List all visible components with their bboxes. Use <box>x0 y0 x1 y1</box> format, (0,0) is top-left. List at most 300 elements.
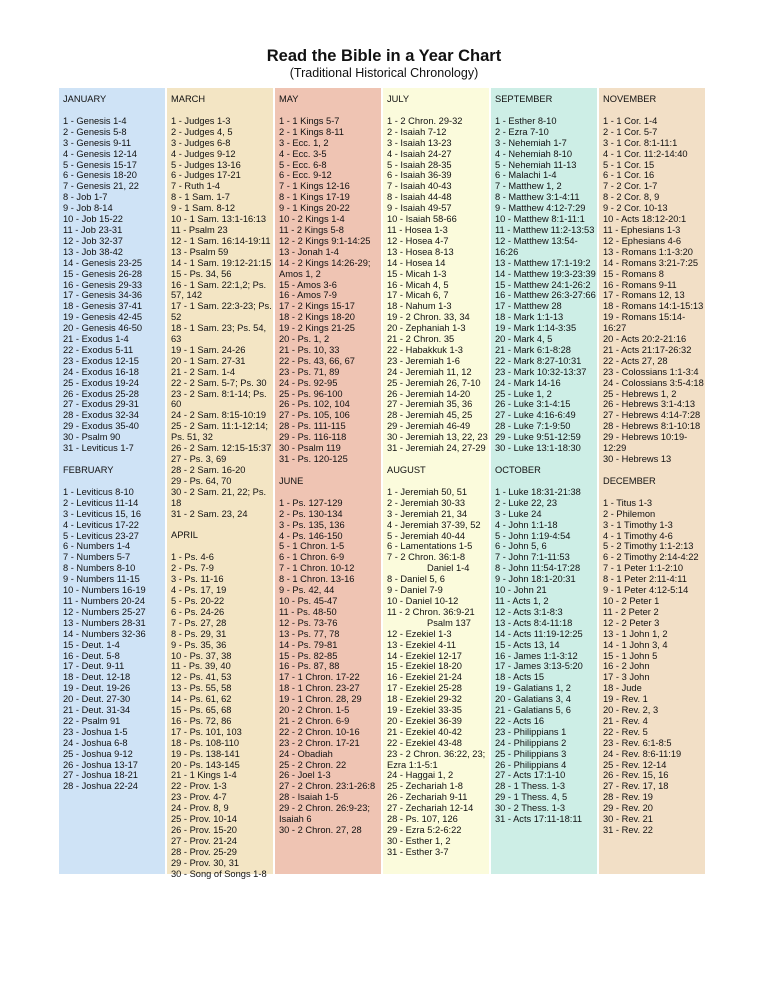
reading-entry: 30 - 2 Thess. 1-3 <box>495 803 566 814</box>
reading-entry: 5 - 2 Timothy 1:1-2:13 <box>603 541 694 552</box>
reading-entry: 18 - 2 Kings 18-20 <box>279 312 355 323</box>
reading-entry: Ps. 51, 32 <box>171 432 213 443</box>
reading-entry: 30 - Hebrews 13 <box>603 454 672 464</box>
reading-entry: 16 - Matthew 26:3-27:66 <box>495 290 596 301</box>
reading-entry: 11 - Matthew 11:2-13:53 <box>495 224 595 235</box>
reading-entry: 14 - Acts 11:19-12:25 <box>495 628 583 639</box>
reading-entry: 20 - Deut. 27-30 <box>63 694 131 705</box>
reading-entry: 19 - 1 Sam. 24-26 <box>171 344 246 355</box>
reading-entry: 3 - Isaiah 13-23 <box>387 137 452 148</box>
reading-entry: 15 - 1 John 5 <box>603 650 658 661</box>
reading-entry: 13 - Jonah 1-4 <box>279 246 339 257</box>
reading-entry: 21 - 2 Sam. 1-4 <box>171 366 236 377</box>
reading-entry: 6 - 1 Cor. 16 <box>603 170 655 181</box>
reading-entry: 19 - Mark 1:14-3:35 <box>495 323 577 334</box>
reading-entry: 29 - 1 Thess. 4, 5 <box>495 792 568 803</box>
month-column-2 <box>167 88 273 879</box>
reading-entry: 26 - Luke 3:1-4:15 <box>495 399 571 410</box>
reading-entry: 29 - Exodus 35-40 <box>63 421 139 432</box>
reading-entry: 13 - Ezekiel 4-11 <box>387 639 457 650</box>
reading-entry: 24 - Philippians 2 <box>495 737 567 748</box>
reading-entry: 18 - Acts 15 <box>495 672 545 683</box>
reading-entry: 29 - Jeremiah 46-49 <box>387 421 471 432</box>
reading-entry: 14 - Ezekiel 12-17 <box>387 650 462 661</box>
reading-entry: 18 - Nahum 1-3 <box>387 301 452 312</box>
month-heading: JANUARY <box>63 94 107 104</box>
reading-entry: 23 - 2 Chron. 17-21 <box>279 737 360 748</box>
month-heading: MARCH <box>171 94 206 104</box>
reading-entry: 22 - Acts 16 <box>495 715 545 726</box>
reading-entry: 28 - Jeremiah 45, 25 <box>387 410 473 421</box>
reading-entry: 22 - Ezekiel 43-48 <box>387 737 462 748</box>
reading-entry: 31 - Rev. 22 <box>603 825 653 835</box>
reading-entry: 2 - Leviticus 11-14 <box>63 497 139 508</box>
reading-entry: 18 - Deut. 12-18 <box>63 672 131 683</box>
reading-entry: 25 - Hebrews 1, 2 <box>603 388 677 399</box>
reading-entry: 11 - Numbers 20-24 <box>63 595 145 606</box>
reading-entry: 17 - Ps. 101, 103 <box>171 726 242 737</box>
reading-entry: 21 - 2 Chron. 6-9 <box>279 715 350 726</box>
reading-entry: 12 - Numbers 25-27 <box>63 606 146 617</box>
reading-entry: 23 - Rev. 6:1-8:5 <box>603 737 672 748</box>
reading-entry: 1 - Titus 1-3 <box>603 497 653 508</box>
reading-entry: 19 - Rev. 1 <box>603 694 648 705</box>
reading-entry: 28 - Joshua 22-24 <box>63 781 138 792</box>
reading-entry: 24 - Joshua 6-8 <box>63 737 128 748</box>
reading-entry: 5 - Ecc. 6-8 <box>279 159 327 170</box>
reading-entry: 22 - Psalm 91 <box>63 715 121 726</box>
reading-entry: 16 - 2 John <box>603 661 650 672</box>
reading-entry: 2 - Luke 22, 23 <box>495 497 558 508</box>
reading-entry: 5 - Isaiah 28-35 <box>387 159 452 170</box>
reading-entry: 20 - Ps. 1, 2 <box>279 334 330 345</box>
reading-entry: 57, 142 <box>171 290 203 301</box>
reading-entry: 2 - Philemon <box>603 508 656 519</box>
reading-entry: 15 - Romans 8 <box>603 268 664 279</box>
reading-entry: 21 - Mark 6:1-8:28 <box>495 344 571 355</box>
reading-entry: 4 - Jeremiah 37-39, 52 <box>387 519 481 530</box>
reading-entry: 21 - Ps. 10, 33 <box>279 344 340 355</box>
reading-entry: 21 - 1 Kings 1-4 <box>171 770 237 781</box>
reading-entry: 23 - Jeremiah 1-6 <box>387 355 460 366</box>
reading-entry: 17 - 1 Sam. 22:3-23; Ps. <box>171 301 272 312</box>
reading-entry: 14 - 1 John 3, 4 <box>603 639 668 650</box>
reading-entry: 22 - 2 Sam. 5-7; Ps. 30 <box>171 377 267 388</box>
reading-entry: 25 - Prov. 10-14 <box>171 814 237 825</box>
reading-entry: 20 - Ezekiel 36-39 <box>387 715 462 726</box>
reading-entry: 11 - 2 Peter 2 <box>603 606 659 617</box>
reading-entry: 25 - Exodus 19-24 <box>63 377 139 388</box>
reading-entry: 30 - 2 Chron. 27, 28 <box>279 825 362 835</box>
reading-entry: 29 - Hebrews 10:19- <box>603 432 688 443</box>
reading-entry: 26 - Prov. 15-20 <box>171 825 237 835</box>
reading-entry: 2 - Isaiah 7-12 <box>387 126 447 137</box>
reading-entry: 18 - Genesis 37-41 <box>63 301 143 312</box>
reading-entry: 26 - Jeremiah 14-20 <box>387 388 471 399</box>
reading-entry: 27 - 2 Chron. 23:1-26:8 <box>279 781 376 792</box>
reading-entry: 28 - Isaiah 1-5 <box>279 792 339 803</box>
reading-entry: 21 - 2 Chron. 35 <box>387 334 455 345</box>
reading-entry: 20 - Rev. 2, 3 <box>603 705 659 716</box>
reading-entry: 28 - Exodus 32-34 <box>63 410 139 421</box>
reading-entry: 22 - Ps. 43, 66, 67 <box>279 355 355 366</box>
reading-entry: 13 - Job 38-42 <box>63 246 123 257</box>
reading-entry: 5 - Ps. 20-22 <box>171 595 225 606</box>
reading-list <box>603 498 705 836</box>
reading-entry: 1 - 1 Cor. 1-4 <box>603 115 658 126</box>
reading-entry: 12 - Hosea 4-7 <box>387 235 449 246</box>
reading-list <box>171 552 273 879</box>
reading-entry: 2 - Ezra 7-10 <box>495 126 549 137</box>
reading-entry: 28 - Prov. 25-29 <box>171 846 237 857</box>
reading-entry: 23 - Philippians 1 <box>495 726 567 737</box>
reading-entry: 6 - Ps. 24-26 <box>171 606 225 617</box>
reading-list <box>387 487 489 858</box>
reading-entry: 11 - 2 Chron. 36:9-21 <box>387 606 475 617</box>
reading-entry: 5 - Leviticus 23-27 <box>63 530 139 541</box>
month-heading: JULY <box>387 94 410 104</box>
reading-entry: 10 - Isaiah 58-66 <box>387 214 457 225</box>
reading-entry: Daniel 1-4 <box>427 563 470 574</box>
reading-entry: 28 - Hebrews 8:1-10:18 <box>603 421 701 432</box>
reading-entry: Isaiah 6 <box>279 814 312 825</box>
reading-entry: 3 - 1 Cor. 8:1-11:1 <box>603 137 678 148</box>
reading-entry: 6 - Genesis 18-20 <box>63 170 137 181</box>
reading-list <box>387 116 489 454</box>
reading-entry: 2 - Ps. 7-9 <box>171 563 214 574</box>
reading-entry: 25 - Joshua 9-12 <box>63 748 133 759</box>
reading-entry: 17 - Genesis 34-36 <box>63 290 143 301</box>
reading-entry: 3 - Ps. 11-16 <box>171 574 224 585</box>
reading-entry: 7 - Isaiah 40-43 <box>387 181 452 192</box>
reading-entry: 6 - 1 Chron. 6-9 <box>279 552 345 563</box>
reading-entry: 8 - 1 Sam. 1-7 <box>171 192 230 203</box>
reading-entry: 21 - Galatians 5, 6 <box>495 705 571 716</box>
reading-entry: 7 - 1 Peter 1:1-2:10 <box>603 563 684 574</box>
reading-entry: 5 - Genesis 15-17 <box>63 159 137 170</box>
reading-entry: 14 - Ps. 61, 62 <box>171 694 232 705</box>
reading-entry: 6 - Judges 17-21 <box>171 170 241 181</box>
reading-entry: 15 - Matthew 24:1-26:2 <box>495 279 591 290</box>
reading-entry: 24 - Rev. 8:6-11:19 <box>603 748 682 759</box>
reading-entry: 8 - John 11:54-17:28 <box>495 563 581 574</box>
reading-entry: 9 - Ps. 35, 36 <box>171 639 227 650</box>
reading-entry: 26 - Ps. 102, 104 <box>279 399 350 410</box>
reading-entry: 3 - 1 Timothy 1-3 <box>603 519 673 530</box>
reading-entry: 19 - 2 Chron. 33, 34 <box>387 312 470 323</box>
reading-entry: 63 <box>171 334 182 345</box>
reading-entry: 10 - 2 Peter 1 <box>603 595 660 606</box>
reading-entry: 25 - Jeremiah 26, 7-10 <box>387 377 481 388</box>
reading-entry: 30 - Song of Songs 1-8 <box>171 868 267 879</box>
reading-entry: 21 - Ezekiel 40-42 <box>387 726 462 737</box>
reading-entry: 23 - Colossians 1:1-3:4 <box>603 366 699 377</box>
reading-entry: 10 - Job 15-22 <box>63 214 123 225</box>
reading-entry: 1 - Genesis 1-4 <box>63 115 127 126</box>
reading-entry: 13 - Matthew 17:1-19:2 <box>495 257 591 268</box>
reading-entry: 14 - 2 Kings 14:26-29; <box>279 257 371 268</box>
reading-entry: 30 - 2 Sam. 21, 22; Ps. <box>171 486 267 497</box>
reading-entry: 10 - Daniel 10-12 <box>387 595 459 606</box>
reading-entry: 4 - John 1:1-18 <box>495 519 558 530</box>
reading-entry: 12 - Acts 3:1-8:3 <box>495 606 563 617</box>
reading-entry: 16:27 <box>603 323 627 334</box>
reading-entry: 6 - Ecc. 9-12 <box>279 170 332 181</box>
reading-entry: 6 - Numbers 1-4 <box>63 541 131 552</box>
reading-entry: 1 - Judges 1-3 <box>171 115 231 126</box>
reading-entry: 14 - Matthew 19:3-23:39 <box>495 268 596 279</box>
reading-entry: 20 - Ps. 143-145 <box>171 759 240 770</box>
reading-entry: 1 - 2 Chron. 29-32 <box>387 115 463 126</box>
reading-entry: 14 - Numbers 32-36 <box>63 628 146 639</box>
reading-entry: 8 - Job 1-7 <box>63 192 108 203</box>
reading-entry: 4 - 1 Timothy 4-6 <box>603 530 673 541</box>
reading-entry: Ezra 1:1-5:1 <box>387 759 438 770</box>
reading-entry: 21 - Acts 21:17-26:32 <box>603 344 692 355</box>
reading-entry: 12 - Ps. 41, 53 <box>171 672 232 683</box>
reading-entry: 18 - Ps. 108-110 <box>171 737 240 748</box>
reading-entry: 9 - 1 Peter 4:12-5:14 <box>603 585 689 596</box>
reading-entry: 26 - 2 Sam. 12:15-15:37 <box>171 443 272 454</box>
reading-entry: 22 - Prov. 1-3 <box>171 781 227 792</box>
reading-entry: 5 - John 1:19-4:54 <box>495 530 571 541</box>
reading-entry: 5 - 1 Cor. 15 <box>603 159 655 170</box>
reading-entry: 19 - Ps. 138-141 <box>171 748 240 759</box>
reading-entry: 29 - 2 Chron. 26:9-23; <box>279 803 370 814</box>
reading-entry: 9 - Matthew 4:12-7:29 <box>495 203 586 214</box>
reading-entry: 10 - Ps. 45-47 <box>279 595 338 606</box>
reading-entry: 27 - Exodus 29-31 <box>63 399 139 410</box>
reading-entry: 7 - Matthew 1, 2 <box>495 181 562 192</box>
reading-entry: 19 - Romans 15:14- <box>603 312 686 323</box>
reading-entry: 20 - Mark 4, 5 <box>495 334 553 345</box>
reading-entry: 16:26 <box>495 246 519 257</box>
reading-entry: 9 - 1 Kings 20-22 <box>279 203 350 214</box>
reading-list <box>603 116 705 465</box>
reading-entry: 30 - Esther 1, 2 <box>387 835 451 846</box>
reading-entry: 15 - Deut. 1-4 <box>63 639 120 650</box>
reading-entry: 1 - Esther 8-10 <box>495 115 557 126</box>
reading-entry: 25 - Luke 1, 2 <box>495 388 552 399</box>
page-subtitle: (Traditional Historical Chronology) <box>289 66 479 80</box>
reading-entry: 10 - 1 Sam. 13:1-16:13 <box>171 214 267 225</box>
reading-entry: Amos 1, 2 <box>279 268 321 279</box>
reading-entry: 11 - Acts 1, 2 <box>495 595 549 606</box>
reading-entry: 12 - Ezekiel 1-3 <box>387 628 452 639</box>
reading-entry: 24 - Obadiah <box>279 748 333 759</box>
reading-entry: 10 - Acts 18:12-20:1 <box>603 214 687 225</box>
reading-entry: 13 - Numbers 28-31 <box>63 617 146 628</box>
reading-entry: 8 - 1 Peter 2:11-4:11 <box>603 574 687 585</box>
reading-entry: 27 - Luke 4:16-6:49 <box>495 410 576 421</box>
reading-entry: 13 - Ps. 55, 58 <box>171 683 232 694</box>
reading-entry: 27 - Prov. 21-24 <box>171 835 237 846</box>
reading-entry: 17 - Micah 6, 7 <box>387 290 449 301</box>
reading-entry: 23 - 2 Chron. 36:22, 23; <box>387 748 486 759</box>
reading-entry: 1 - 1 Kings 5-7 <box>279 115 340 126</box>
reading-entry: 2 - Genesis 5-8 <box>63 126 127 137</box>
reading-entry: 27 - Zechariah 12-14 <box>387 803 474 814</box>
reading-entry: 18 <box>171 497 182 508</box>
reading-entry: 17 - 2 Kings 15-17 <box>279 301 355 312</box>
reading-entry: 29 - Ps. 64, 70 <box>171 475 232 486</box>
reading-entry: 18 - Romans 14:1-15:13 <box>603 301 704 312</box>
reading-entry: 22 - Mark 8:27-10:31 <box>495 355 582 366</box>
reading-entry: 11 - Hosea 1-3 <box>387 224 448 235</box>
reading-entry: 26 - Joel 1-3 <box>279 770 331 781</box>
reading-entry: 17 - Ezekiel 25-28 <box>387 683 462 694</box>
reading-entry: 14 - Ps. 79-81 <box>279 639 338 650</box>
reading-entry: 20 - Zephaniah 1-3 <box>387 323 466 334</box>
reading-entry: 16 - Genesis 29-33 <box>63 279 143 290</box>
reading-entry: Psalm 137 <box>427 617 471 628</box>
reading-entry: 17 - Deut. 9-11 <box>63 661 125 672</box>
reading-entry: 20 - Genesis 46-50 <box>63 323 143 334</box>
reading-entry: 2 - 1 Cor. 5-7 <box>603 126 658 137</box>
reading-entry: 30 - Rev. 21 <box>603 814 653 825</box>
reading-entry: 7 - Genesis 21, 22 <box>63 181 139 192</box>
reading-entry: 25 - 2 Sam. 11:1-12:14; <box>171 421 268 432</box>
reading-entry: 31 - Acts 17:11-18:11 <box>495 814 582 825</box>
reading-entry: 6 - Lamentations 1-5 <box>387 541 473 552</box>
reading-entry: 15 - Ps. 65, 68 <box>171 705 232 716</box>
reading-entry: 12 - 2 Peter 3 <box>603 617 660 628</box>
reading-entry: 30 - Psalm 119 <box>279 443 341 454</box>
reading-entry: 24 - Jeremiah 11, 12 <box>387 366 472 377</box>
reading-entry: 20 - Acts 20:2-21:16 <box>603 334 687 345</box>
reading-entry: 15 - Acts 13, 14 <box>495 639 560 650</box>
reading-entry: 7 - 2 Cor. 1-7 <box>603 181 658 192</box>
reading-entry: 26 - Hebrews 3:1-4:13 <box>603 399 695 410</box>
month-heading: SEPTEMBER <box>495 94 553 104</box>
reading-entry: 7 - Ruth 1-4 <box>171 181 221 192</box>
reading-entry: 14 - 1 Sam. 19:12-21:15 <box>171 257 272 268</box>
reading-entry: 1 - Luke 18:31-21:38 <box>495 486 581 497</box>
month-column-1 <box>59 88 165 874</box>
reading-entry: 3 - Ps. 135, 136 <box>279 519 345 530</box>
reading-entry: 9 - 2 Cor. 10-13 <box>603 203 668 214</box>
reading-entry: 4 - 1 Cor. 11:2-14:40 <box>603 148 688 159</box>
reading-entry: 9 - Job 8-14 <box>63 203 113 214</box>
reading-entry: 1 - Leviticus 8-10 <box>63 486 134 497</box>
reading-entry: 19 - Genesis 42-45 <box>63 312 143 323</box>
reading-entry: 10 - Ps. 37, 38 <box>171 650 232 661</box>
reading-entry: 16 - Micah 4, 5 <box>387 279 449 290</box>
reading-entry: 18 - 1 Sam. 23; Ps. 54, <box>171 323 267 334</box>
reading-entry: 23 - Mark 10:32-13:37 <box>495 366 587 377</box>
reading-entry: 17 - 3 John <box>603 672 650 683</box>
reading-entry: 12 - 2 Kings 9:1-14:25 <box>279 235 371 246</box>
reading-entry: 15 - Micah 1-3 <box>387 268 447 279</box>
reading-entry: 31 - Esther 3-7 <box>387 846 449 857</box>
reading-entry: 27 - Joshua 18-21 <box>63 770 138 781</box>
reading-entry: 18 - Ezekiel 29-32 <box>387 694 462 705</box>
reading-entry: 7 - 1 Chron. 10-12 <box>279 563 355 574</box>
reading-list <box>63 487 165 792</box>
reading-entry: 11 - Ps. 48-50 <box>279 606 337 617</box>
reading-entry: 4 - Ecc. 3-5 <box>279 148 327 159</box>
reading-entry: 27 - Jeremiah 35, 36 <box>387 399 473 410</box>
reading-entry: 23 - Exodus 12-15 <box>63 355 139 366</box>
reading-entry: 18 - Mark 1:1-13 <box>495 312 564 323</box>
reading-entry: 25 - Zechariah 1-8 <box>387 781 463 792</box>
reading-entry: 8 - Numbers 8-10 <box>63 563 136 574</box>
reading-entry: 22 - Habakkuk 1-3 <box>387 344 463 355</box>
reading-entry: 30 - Jeremiah 13, 22, 23 <box>387 432 488 443</box>
reading-entry: 21 - Exodus 1-4 <box>63 334 129 345</box>
month-heading: NOVEMBER <box>603 94 657 104</box>
reading-entry: 5 - Nehemiah 11-13 <box>495 159 577 170</box>
reading-entry: 9 - Numbers 11-15 <box>63 574 140 585</box>
reading-entry: 7 - Ps. 27, 28 <box>171 617 227 628</box>
reading-entry: 5 - Jeremiah 40-44 <box>387 530 466 541</box>
reading-entry: 14 - Hosea 14 <box>387 257 446 268</box>
reading-entry: 23 - Ps. 71, 89 <box>279 366 340 377</box>
reading-entry: 8 - 2 Cor. 8, 9 <box>603 192 660 203</box>
reading-entry: 16 - Ezekiel 21-24 <box>387 672 462 683</box>
month-heading: OCTOBER <box>495 465 541 475</box>
reading-entry: 12 - Ephesians 4-6 <box>603 235 682 246</box>
reading-entry: 31 - Leviticus 1-7 <box>63 443 134 454</box>
reading-entry: 30 - Luke 13:1-18:30 <box>495 443 581 454</box>
reading-entry: 8 - Matthew 3:1-4:11 <box>495 192 580 203</box>
reading-entry: 16 - Romans 9-11 <box>603 279 677 290</box>
reading-entry: 4 - Leviticus 17-22 <box>63 519 139 530</box>
reading-entry: 24 - Mark 14-16 <box>495 377 561 388</box>
reading-entry: 31 - 2 Sam. 23, 24 <box>171 508 248 519</box>
reading-entry: 15 - Ps. 82-85 <box>279 650 338 661</box>
reading-entry: 31 - Jeremiah 24, 27-29 <box>387 443 486 454</box>
reading-entry: 16 - Amos 7-9 <box>279 290 337 301</box>
reading-list <box>495 487 597 825</box>
month-heading: DECEMBER <box>603 475 656 486</box>
reading-entry: 7 - 1 Kings 12-16 <box>279 181 350 192</box>
reading-entry: 29 - Prov. 30, 31 <box>171 857 240 868</box>
reading-entry: 25 - 2 Chron. 22 <box>279 759 347 770</box>
reading-entry: 22 - 2 Chron. 10-16 <box>279 726 360 737</box>
reading-entry: 8 - 1 Chron. 13-16 <box>279 574 355 585</box>
reading-entry: 28 - Ps. 111-115 <box>279 421 346 432</box>
reading-entry: 12 - Ps. 73-76 <box>279 617 338 628</box>
reading-entry: 27 - Ps. 105, 106 <box>279 410 350 421</box>
reading-entry: 6 - 2 Timothy 2:14-4:22 <box>603 552 699 563</box>
reading-entry: 17 - Romans 12, 13 <box>603 290 685 301</box>
reading-entry: 8 - Ps. 29, 31 <box>171 628 227 639</box>
reading-entry: 11 - Ephesians 1-3 <box>603 224 681 235</box>
reading-entry: 4 - Judges 9-12 <box>171 148 236 159</box>
reading-entry: 28 - 1 Thess. 1-3 <box>495 781 566 792</box>
reading-entry: 3 - Judges 6-8 <box>171 137 231 148</box>
reading-entry: 20 - 1 Sam. 27-31 <box>171 355 246 366</box>
reading-entry: 28 - Luke 7:1-9:50 <box>495 421 571 432</box>
reading-entry: 5 - Judges 13-16 <box>171 159 241 170</box>
reading-entry: 13 - Acts 8:4-11:18 <box>495 617 573 628</box>
reading-entry: 29 - Ps. 116-118 <box>279 432 347 443</box>
reading-entry: 3 - Leviticus 15, 16 <box>63 508 142 519</box>
reading-entry: 27 - Hebrews 4:14-7:28 <box>603 410 701 421</box>
reading-entry: 26 - Exodus 25-28 <box>63 388 139 399</box>
reading-entry: 12 - Job 32-37 <box>63 235 123 246</box>
reading-entry: 14 - Genesis 23-25 <box>63 257 143 268</box>
reading-entry: 19 - 1 Chron. 28, 29 <box>279 694 362 705</box>
reading-entry: 13 - Ps. 77, 78 <box>279 628 340 639</box>
reading-entry: 10 - 2 Kings 1-4 <box>279 214 345 225</box>
reading-entry: 29 - Luke 9:51-12:59 <box>495 432 581 443</box>
reading-entry: 1 - Jeremiah 50, 51 <box>387 486 468 497</box>
reading-entry: 6 - Isaiah 36-39 <box>387 170 452 181</box>
reading-list <box>171 116 273 520</box>
reading-entry: 29 - Ezra 5:2-6:22 <box>387 825 462 835</box>
